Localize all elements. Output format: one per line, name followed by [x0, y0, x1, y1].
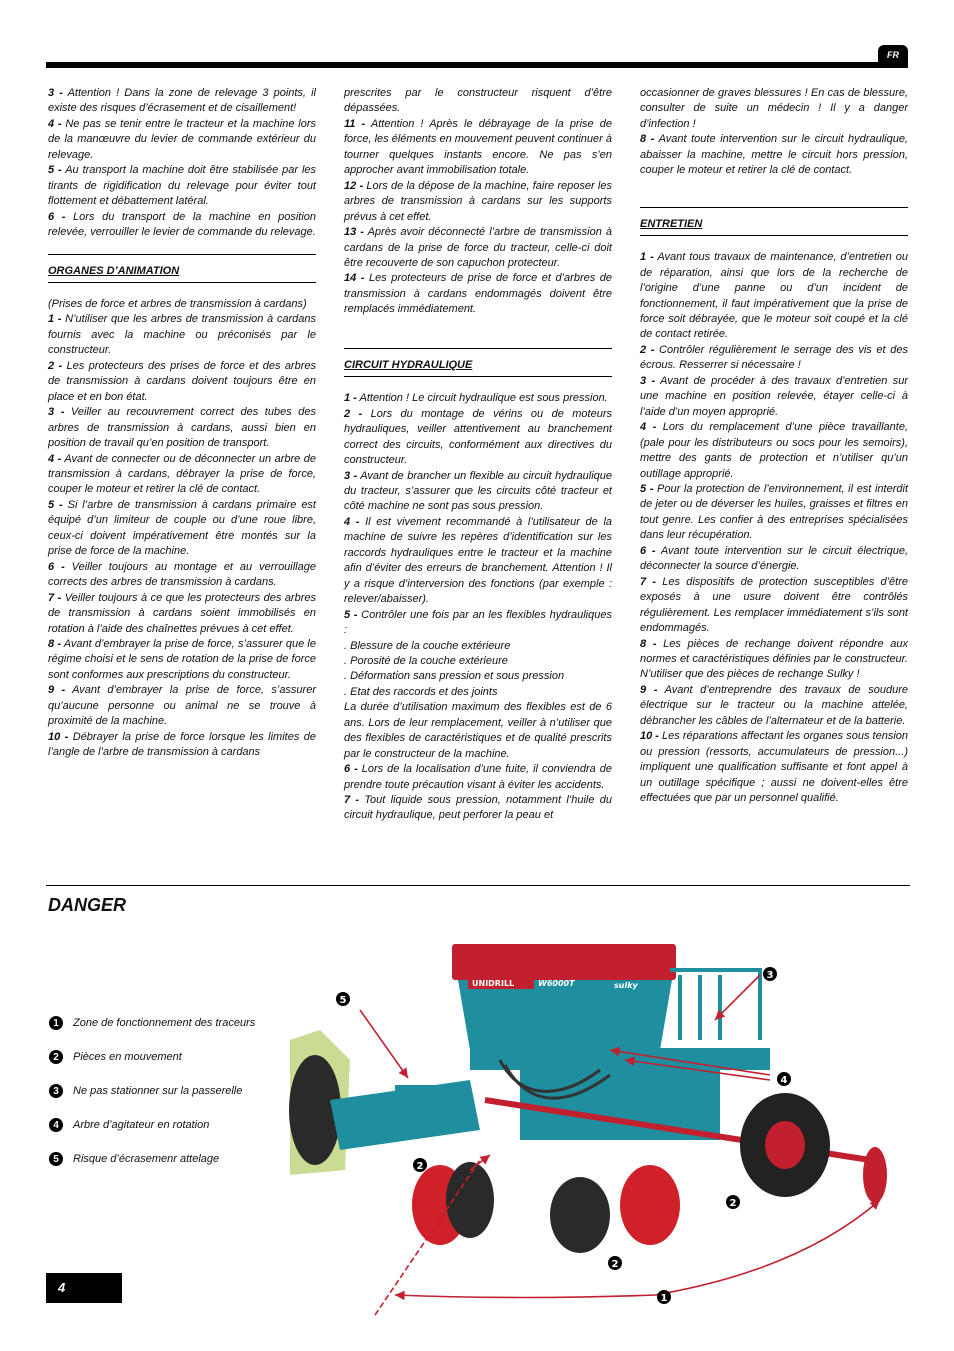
item-text: Avant d’embrayer la prise de force, s’assurer que le régime choisi et le sens de rotation de la prise de force sont conformes aux prescriptions du constructeur.	[48, 637, 316, 681]
item-number: 2 -	[640, 343, 655, 356]
item-number: 4 -	[48, 117, 62, 130]
svg-text:1: 1	[660, 1293, 668, 1304]
item-number: 3 -	[640, 374, 656, 387]
machine-model: W6000T	[538, 979, 575, 988]
item-number: 6 -	[640, 544, 656, 557]
item-text: Attention ! Après le débrayage de la prise de force, les éléments en mouvement peuvent continuer à tourner quelques instants encore. Ne pas s’en approcher avant immobilisation totale.	[344, 117, 613, 177]
item-number: 1 -	[344, 392, 357, 405]
number-badge-icon: 5	[49, 1152, 63, 1166]
item-text: Tout liquide sous pression, notamment l’huile du circuit hydraulique, peut perforer la peau et	[344, 794, 612, 822]
item-number: 8 -	[640, 637, 657, 650]
item-text: Les pièces de rechange doivent répondre aux normes et caractéristiques définies par le constructeur. N’utiliser que des pièces de rechange Sulky !	[640, 637, 908, 681]
item-number: 7 -	[48, 591, 62, 604]
item-text: Les réparations affectant les organes sous tension ou pression (ressorts, accumulateurs de pression...) impliquent une qualification suffisante et font appel à un outillage spécifique ; aussi ne doivent-elles être effectuées que par un personnel qualifié.	[640, 730, 908, 805]
item-text: Veiller toujours à ce que les protecteurs des arbres de transmission à cardans soient immobilisés en rotation à l’aide des chaînettes prévues à cet effet.	[48, 591, 316, 635]
legend-text: Risque d’écrasemenr attelage	[73, 1153, 220, 1165]
item-text: Avant tous travaux de maintenance, d’entretien ou de réparation, ainsi que lors de la recherche de l’origine d’une panne ou d’un incident de fonctionnement, il faut impérativement que la prise de force soit débrayée, que le moteur soit coupé et la clé de contact retirée.	[640, 251, 908, 341]
item-text: Avant de procéder à des travaux d’entretien sur une machine en position relevée, étayer celle-ci à l’aide d’un moyen approprié.	[640, 374, 908, 418]
hitch-frame-icon	[330, 1080, 480, 1150]
item-text: Débrayer la prise de force lorsque les limites de l’angle de l’arbre de transmission à cardans	[48, 730, 316, 759]
machine-logo: sulky	[614, 981, 638, 990]
item-text: Attention ! Dans la zone de relevage 3 points, il existe des risques d’écrasement et de cisaillement!	[48, 87, 316, 115]
item-text: . Etat des raccords et des joints	[344, 685, 498, 698]
number-badge-icon: 3	[49, 1084, 63, 1098]
item-number: 4 -	[640, 421, 657, 434]
item-text: Lors de la dépose de la machine, faire reposer les arbres de transmission à cardans sur les supports prévus à cet effet.	[344, 179, 612, 223]
svg-text:2: 2	[611, 1259, 619, 1270]
item-text: occasionner de graves blessures ! En cas de blessure, consulter de suite un médecin ! Il y a danger d’infection !	[640, 87, 908, 130]
item-text: Les protecteurs de prise de force et d’arbres de transmission à cardans endommagés doivent être remplacés immédiatement.	[344, 272, 612, 316]
item-text: . Blessure de la couche extérieure	[344, 639, 511, 652]
page-number-box	[46, 1273, 122, 1303]
item-number: 5 -	[48, 498, 63, 511]
item-number: 6 -	[48, 560, 65, 573]
item-text: Contrôler régulièrement le serrage des vis et des écrous. Resserrer si nécessaire !	[640, 343, 908, 372]
item-number: 6 -	[344, 763, 358, 776]
item-number: 13 -	[344, 226, 364, 239]
machine-brand: UNIDRILL	[472, 979, 515, 988]
item-number: 7 -	[640, 575, 657, 588]
item-text: Avant d’embrayer la prise de force, s’assurer qu’aucune personne ou animal ne se trouve à proximité de la machine.	[48, 684, 316, 728]
item-number: 2 -	[48, 359, 63, 372]
item-number: 5 -	[640, 482, 654, 495]
col1-intro: (Prises de force et arbres de transmission à cardans)	[48, 297, 307, 310]
item-number: 10 -	[640, 730, 659, 743]
item-number: 8 -	[48, 637, 61, 650]
item-text: Lors du remplacement d’une pièce travaillante, (pale pour les distributeurs ou socs pour les semoirs), mettre des gants de protection et n’utiliser qu’un outillage approprié.	[640, 421, 908, 480]
item-text: Si l’arbre de transmission à cardans primaire est équipé d’un limiteur de couple ou d’une roue libre, ceux-ci doivent impérativement être montés sur la prise de force de la machine.	[48, 498, 316, 558]
item-text: Veiller toujours au montage et au verrouillage corrects des arbres de transmission à cardans.	[48, 560, 316, 589]
svg-text:3: 3	[766, 970, 774, 981]
item-text: Attention ! Le circuit hydraulique est sous pression.	[356, 392, 608, 405]
item-number: 1 -	[640, 251, 654, 264]
item-number: 4 -	[344, 515, 360, 528]
svg-text:5: 5	[339, 995, 347, 1006]
item-text: Lors du transport de la machine en position relevée, verrouiller le levier de commande du relevage.	[48, 210, 316, 239]
item-number: 3 -	[48, 87, 63, 99]
item-text: Avant de brancher un flexible au circuit hydraulique du tracteur, s’assurer que les circuits côté tracteur et côté machine ne sont pas sous pression.	[344, 469, 612, 513]
item-number: 3 -	[48, 406, 65, 419]
legend-text: Arbre d’agitateur en rotation	[73, 1119, 210, 1131]
item-text: Avant d’entreprendre des travaux de soudure électrique sur le tracteur ou la machine attelée, débrancher les câbles de l’alternateur et de la batterie.	[640, 683, 908, 727]
number-badge-icon: 4	[49, 1118, 63, 1132]
item-text: . Porosité de la couche extérieure	[344, 654, 508, 667]
item-text: Ne pas se tenir entre le tracteur et la machine lors de la manœuvre du levier de commande extérieur du relevage.	[48, 117, 316, 161]
item-number: 3 -	[344, 469, 358, 482]
heading-hydraulique: CIRCUIT HYDRAULIQUE	[344, 348, 612, 377]
item-text: Avant de connecter ou de déconnecter un arbre de transmission à cardans, débrayer la prise de force, couper le moteur et retirer la clé de contact.	[48, 452, 316, 496]
item-number: 12 -	[344, 179, 364, 192]
item-text: Avant toute intervention sur le circuit électrique, déconnecter la source d’énergie.	[640, 544, 908, 573]
svg-text:2: 2	[729, 1198, 737, 1209]
item-number: 5 -	[48, 164, 62, 177]
legend-text: Pièces en mouvement	[73, 1051, 182, 1063]
item-number: 4 -	[48, 452, 62, 465]
danger-title: DANGER	[48, 895, 127, 915]
number-badge-icon: 1	[49, 1016, 63, 1030]
heading-organes: ORGANES D’ANIMATION	[48, 254, 316, 283]
item-text: prescrites par le constructeur risquent d’être dépassées.	[344, 87, 612, 115]
item-number: 11 -	[344, 117, 366, 130]
page-number: 4	[58, 1280, 66, 1295]
item-text: Les dispositifs de protection susceptibles d’être exposés à une usure doivent être contrôlés régulièrement. Les remplacer immédiatement s’ils sont endommagés.	[640, 575, 908, 635]
item-text: N’utiliser que les arbres de transmission à cardans fournis avec la machine ou préconisés par le constructeur.	[48, 313, 316, 357]
wheel-icon	[740, 1093, 830, 1197]
item-number: 2 -	[344, 407, 363, 420]
item-number: 7 -	[344, 794, 360, 807]
item-number: 6 -	[48, 210, 66, 223]
svg-text:2: 2	[416, 1161, 424, 1172]
item-text: Les protecteurs des prises de force et des arbres de transmission à cardans doivent toujours être en place et en bon état.	[48, 359, 316, 403]
svg-text:4: 4	[780, 1075, 788, 1086]
number-badge-icon: 2	[49, 1050, 63, 1064]
item-number: 5 -	[344, 608, 358, 621]
item-text: Avant toute intervention sur le circuit hydraulique, abaisser la machine, mettre le circuit hors pression, couper le moteur et retirer la clé de contact.	[640, 133, 908, 177]
heading-entretien: ENTRETIEN	[640, 207, 908, 236]
item-text: Après avoir déconnecté l’arbre de transmission à cardans de la prise de force du tracteur, celle-ci doit être recouverte de son capuchon protecteur.	[344, 226, 612, 269]
item-text: . Déformation sans pression et sous pression	[344, 670, 565, 683]
item-text: Veiller au recouvrement correct des tubes des arbres de transmission à cardans, aussi bien en position de travail qu’en position de transport.	[48, 406, 316, 450]
language-tab: FR	[878, 45, 908, 65]
item-text: Pour la protection de l’environnement, il est interdit de jeter ou de déverser les huiles, graisses et filtres en tout genre. Les confier à des entreprises spécialisées dans leur récupération.	[640, 482, 908, 542]
item-number: 9 -	[48, 684, 66, 697]
item-text: Lors du montage de vérins ou de moteurs hydrauliques, veiller attentivement au branchement correct des circuits, conformément aux directives du constructeur.	[344, 407, 612, 467]
item-number: 1 -	[48, 313, 62, 326]
legend-text: Ne pas stationner sur la passerelle	[73, 1085, 243, 1097]
item-text: Il est vivement recommandé à l’utilisateur de la machine de suivre les repères d’identification sur les raccords hydrauliques entre le tracteur et la machine afin d’éviter des erreurs de branchement. Attention ! Il y a risque d’interversion des fonctions (par exemple : relever/abaisser).	[344, 515, 613, 606]
item-text: Contrôler une fois par an les flexibles hydrauliques :	[344, 608, 612, 637]
item-text: Au transport la machine doit être stabilisée par les tirants de rigidification du relevage pour éviter tout flottement et débattement latéral.	[48, 164, 317, 208]
item-text: La durée d’utilisation maximum des flexibles est de 6 ans. Lors de leur remplacement, veiller à n’utiliser que des flexibles de caractéristiques et de qualité prescrits par le constructeur de la machine.	[344, 701, 612, 760]
item-text: Lors de la localisation d’une fuite, il conviendra de prendre toute précaution visant à éviter les accidents.	[344, 763, 612, 791]
hopper-icon	[452, 944, 676, 1050]
item-number: 9 -	[640, 683, 658, 696]
item-number: 14 -	[344, 272, 365, 285]
legend-text: Zone de fonctionnement des traceurs	[73, 1017, 256, 1029]
item-number: 8 -	[640, 133, 655, 146]
item-number: 10 -	[48, 730, 69, 743]
